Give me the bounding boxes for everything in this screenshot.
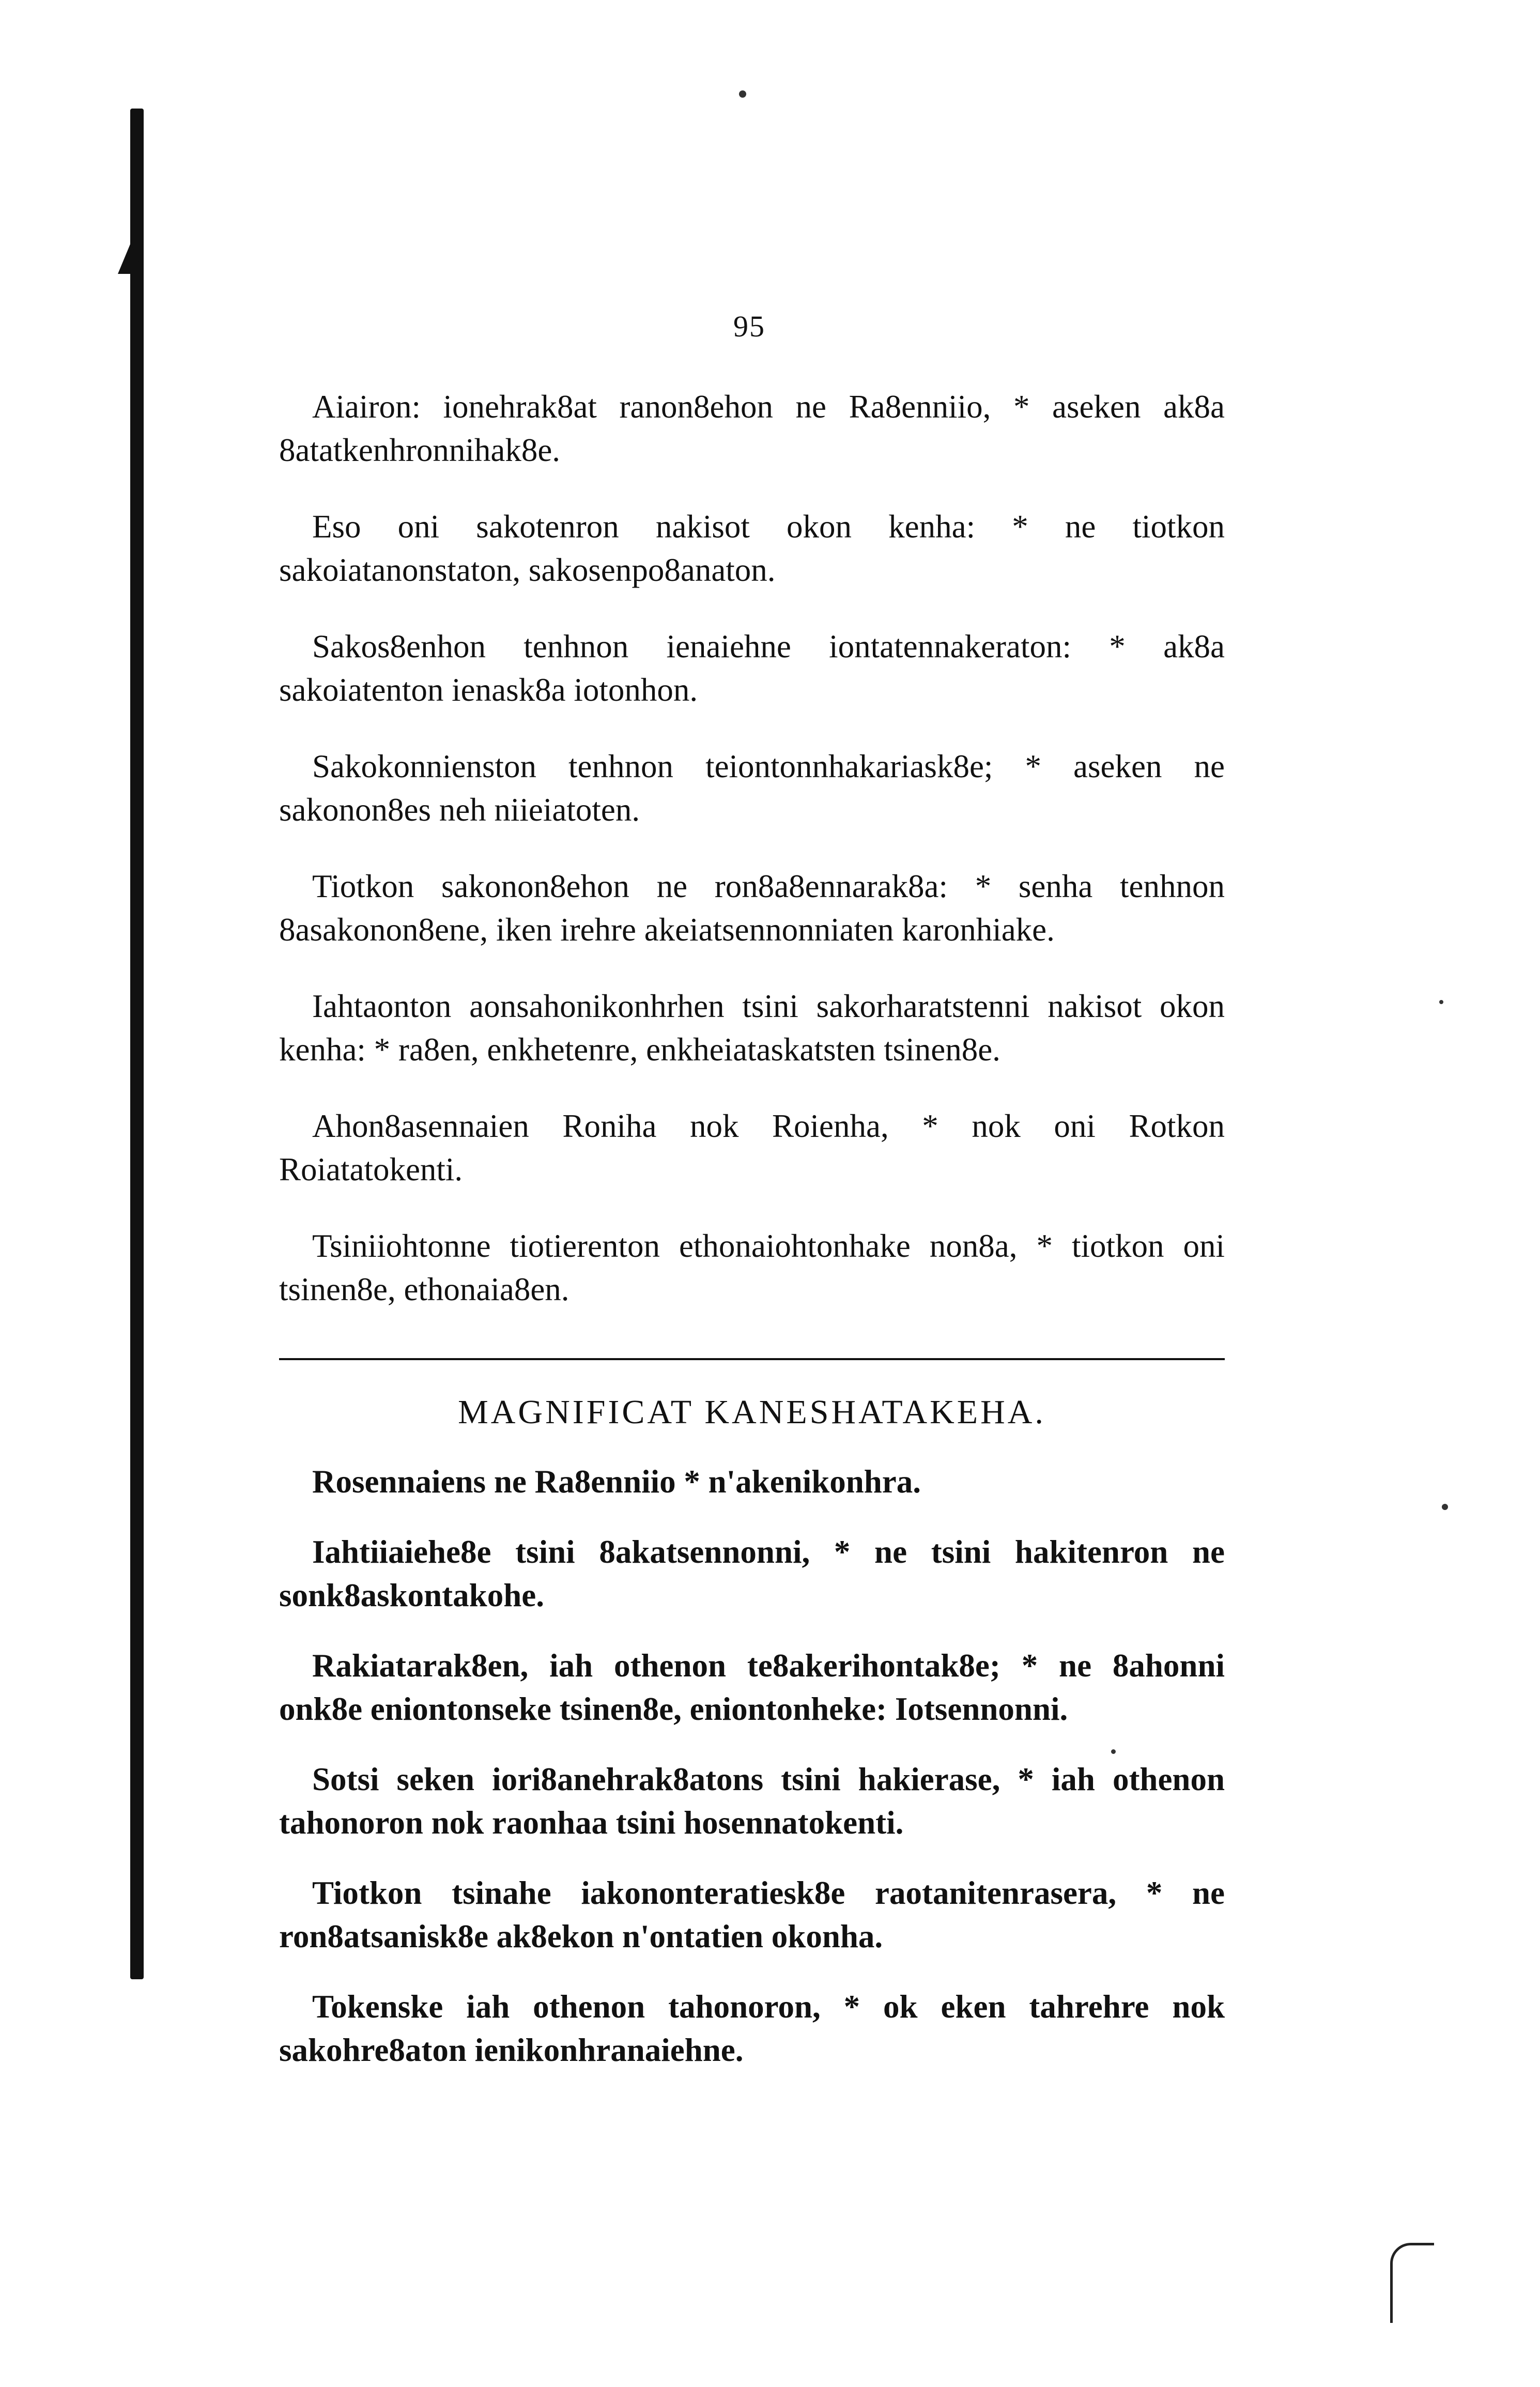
verse-paragraph: Tiotkon sakonon8ehon ne ron8a8ennarak8a: * senha tenhnon 8asakonon8ene, iken irehre akeiatsennonniaten karonhiake. (279, 868, 1225, 948)
section-divider (279, 1358, 1225, 1360)
binding-rule (130, 109, 144, 1979)
scan-speck (739, 90, 746, 98)
verse-paragraph: Iahtaonton aonsahonikonhrhen tsini sakorharatstenni nakisot okon kenha: * ra8en, enkhetenre, enkheiataskatsten tsinen8e. (279, 988, 1225, 1068)
verse-paragraph: Rosennaiens ne Ra8enniio * n'akenikonhra. (312, 1464, 921, 1500)
scan-speck (1439, 1000, 1443, 1004)
verse-paragraph: Tsiniiohtonne tiotierenton ethonaiohtonhake non8a, * tiotkon oni tsinen8e, ethonaia8en. (279, 1228, 1225, 1307)
page-number: 95 (733, 310, 765, 343)
margin-pencil-mark (1390, 2243, 1434, 2323)
verse-paragraph: Rakiatarak8en, iah othenon te8akerihontak8e; * ne 8ahonni onk8e eniontonseke tsinen8e, eniontonheke: Iotsennonni. (279, 1647, 1225, 1727)
verse-paragraph: Sakokonnienston tenhnon teiontonnhakariask8e; * aseken ne sakonon8es neh niieiatoten. (279, 748, 1225, 828)
scan-speck (1111, 1749, 1116, 1754)
verse-paragraph: Tiotkon tsinahe iakononteratiesk8e raotanitenrasera, * ne ron8atsanisk8e ak8ekon n'ontatien okonha. (279, 1875, 1225, 1954)
scan-speck (1442, 1504, 1448, 1510)
verse-paragraph: Ahon8asennaien Roniha nok Roienha, * nok oni Rotkon Roiatatokenti. (279, 1108, 1225, 1188)
verse-paragraph: Sotsi seken iori8anehrak8atons tsini hakierase, * iah othenon tahonoron nok raonhaa tsini hosennatokenti. (279, 1761, 1225, 1841)
verse-paragraph: Aiairon: ionehrak8at ranon8ehon ne Ra8enniio, * aseken ak8a 8atatkenhronnihak8e. (279, 389, 1225, 468)
magnificat-text-block (279, 1460, 1225, 2099)
psalm-text-block (279, 385, 1225, 1344)
verse-paragraph: Tokenske iah othenon tahonoron, * ok eken tahrehre nok sakohre8aton ienikonhranaiehne. (279, 1989, 1225, 2068)
verse-paragraph: Iahtiiaiehe8e tsini 8akatsennonni, * ne tsini hakitenron ne sonk8askontakohe. (279, 1534, 1225, 1613)
verse-paragraph: Sakos8enhon tenhnon ienaiehne iontatennakeraton: * ak8a sakoiatenton ienask8a iotonhon. (279, 628, 1225, 708)
verse-paragraph: Eso oni sakotenron nakisot okon kenha: * ne tiotkon sakoiatanonstaton, sakosenpo8anaton. (279, 509, 1225, 588)
section-heading: MAGNIFICAT KANESHATAKEHA. (458, 1393, 1046, 1431)
